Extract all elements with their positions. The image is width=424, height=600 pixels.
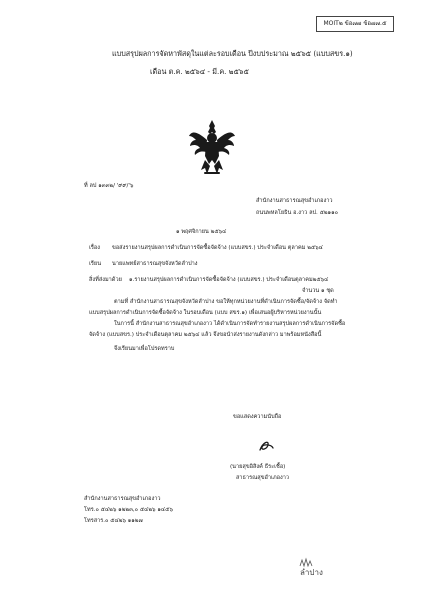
closing-line: ขอแสดงความนับถือ [233, 414, 282, 420]
document-number: ที่ ลป ๑๓๓๒/ '๙๙/'๖ [84, 183, 134, 189]
lampang-logo-text: ลำปาง [300, 568, 323, 577]
paragraph-2-line-1: ในการนี้ สำนักงานสาธารณสุขอำเภองาว ได้ดำเนินการจัดทำรายงานสรุปผลการดำเนินการจัดซื้อ [114, 321, 346, 327]
paragraph-1-line-2: แบบสรุปผลการดำเนินการจัดซื้อจัดจ้าง ในรอบเดือน (แบบ สขร.๑) เพื่อเสนอผู้บริหารหน่วยงานนั้น [89, 310, 322, 316]
signer-title: สาธารณสุขอำเภองาว [236, 475, 290, 481]
attachment-label: สิ่งที่ส่งมาด้วย [89, 277, 122, 283]
paragraph-1-line-1: ตามที่ สำนักงานสาธารณสุขจังหวัดลำปาง ขอให้ทุกหน่วยงานที่ดำเนินการจัดซื้อ/จัดจ้าง จัดทำ [114, 299, 338, 305]
reference-box: MOIT๒ ข้อ๗๗ ข้อ๗๗.๕ [316, 16, 394, 32]
attachment-quantity: จำนวน ๑ ชุด [302, 288, 334, 294]
recipient-label: เรียน [89, 261, 102, 267]
lampang-logo-icon [296, 556, 336, 578]
footer-office: สำนักงานสาธารณสุขอำเภองาว [84, 496, 161, 502]
letter-date: ๑ พฤศจิกายน ๒๕๖๔ [176, 229, 227, 235]
footer-fax: โทรสาร.๐ ๕๔๒๖ ๑๑๒๗ [84, 518, 143, 524]
footer-phone: โทร.๐ ๕๔๒๖ ๑๒๒๓,๐ ๕๔๒๖ ๑๔๕๖ [84, 507, 173, 513]
subject-text: ขอส่งรายงานสรุปผลการดำเนินการจัดซื้อจัดจ้าง (แบบสขร.) ประจำเดือน ตุลาคม ๒๕๖๔ [112, 245, 323, 251]
signature-icon [255, 436, 277, 458]
subject-label: เรื่อง [89, 245, 101, 251]
signer-name: (นายสุขอิสิงค์ ธีระเชื้อ) [230, 464, 286, 470]
paragraph-2-line-2: จัดจ้าง (แบบสขร.) ประจำเดือนตุลาคม ๒๕๖๔ แล้ว จึงขอนำส่งรายงานดังกล่าว มาพร้อมหนังสือนี้ [89, 332, 322, 338]
form-title: แบบสรุปผลการจัดหาพัสดุในแต่ละรอบเดือน ปีงบประมาณ ๒๕๖๕ (แบบสขร.๑) [112, 49, 353, 58]
sender-address: ถนนพหลโยธิน อ.งาว ลป. ๕๒๑๑๐ [256, 210, 339, 216]
form-period: เดือน ต.ค. ๒๕๖๔ - มี.ค. ๒๕๖๕ [150, 67, 249, 76]
garuda-emblem-icon [188, 118, 236, 176]
attachment-text: ๑.รายงานสรุปผลการดำเนินการจัดซื้อจัดจ้าง (แบบสขร.) ประจำเดือนตุลาคม๒๕๖๔ [129, 277, 329, 283]
recipient-text: นายแพทย์สาธารณสุขจังหวัดลำปาง [112, 261, 198, 267]
request-line: จึงเรียนมาเพื่อโปรดทราบ [114, 346, 175, 352]
sender-office: สำนักงานสาธารณสุขอำเภองาว [256, 198, 333, 204]
